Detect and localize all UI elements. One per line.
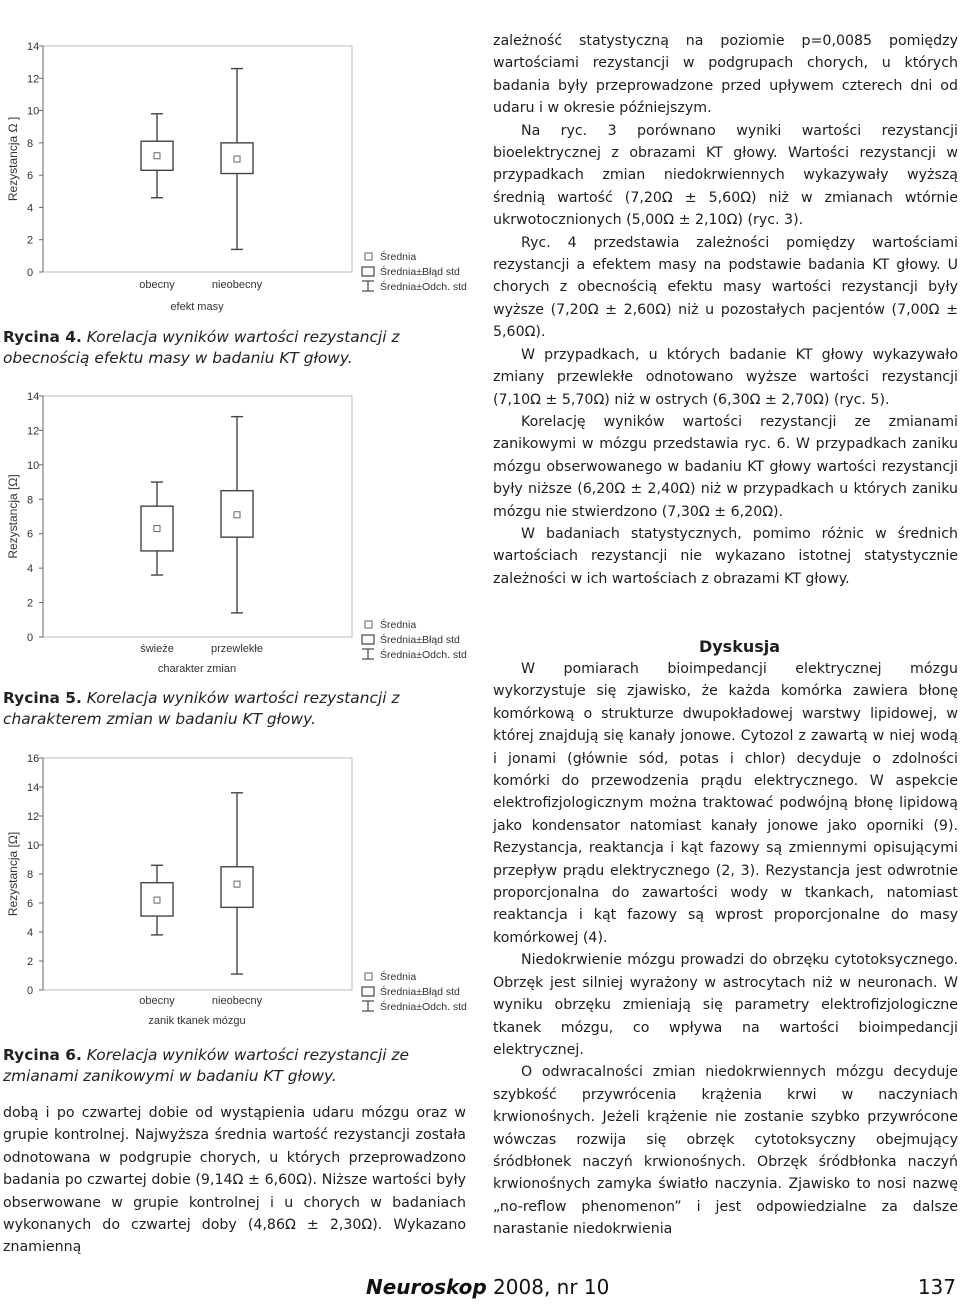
y-tick-label: 8 <box>27 869 34 881</box>
y-tick-label: 4 <box>27 202 34 215</box>
y-tick-label: 14 <box>27 41 40 53</box>
discussion-paragraph-2: Niedokrwienie mózgu prowadzi do obrzęku cytotoksycznego. Obrzęk jest silniej wyrażony w astrocytach niż w neuronach. W wyniku obrzęku zmieniają się parametry elektrofizjologiczne tkanek mózgu, co wpływa na wartości bioimpedancji elektrycznej. <box>493 952 958 1058</box>
journal-footer <box>366 1274 609 1300</box>
mean-marker <box>154 897 160 903</box>
figure-4 <box>0 30 470 315</box>
left-paragraph: dobą i po czwartej dobie od wystąpienia udaru mózgu oraz w grupie kontrolnej. Najwyższa średnia wartość rezystancji została odnotowana w podgrupie chorych, u których przeprowadzono badania po czwartej dobie (9,14Ω ± 6,60Ω). Niższe wartości były obserwowane w grupie kontrolnej i u chorych w badaniach wykonanych do czwartej doby (4,86Ω ± 2,30Ω). Wykazano znamienną <box>3 1105 466 1256</box>
right-column-results <box>493 30 958 590</box>
mean-marker <box>234 156 240 162</box>
y-tick-label: 10 <box>27 459 40 472</box>
figure-4-caption-text: Korelacja wyników wartości rezystancji z obecnością efektu masy w badaniu KT głowy. <box>3 328 400 367</box>
figure-4-chart <box>0 30 470 315</box>
y-tick-label: 0 <box>27 632 34 644</box>
legend-mean-symbol <box>365 973 372 980</box>
y-tick-label: 8 <box>27 137 34 150</box>
legend-mean-symbol <box>365 253 372 260</box>
y-tick-label: 14 <box>27 391 40 403</box>
x-category-label: obecny <box>139 995 175 1007</box>
figure-5-caption-text: Korelacja wyników wartości rezystancji z charakterem zmian w badaniu KT głowy. <box>3 689 400 728</box>
figure-6-chart <box>0 740 470 1030</box>
x-axis-title: efekt masy <box>170 301 224 313</box>
figure-5-chart <box>0 380 470 680</box>
y-tick-label: 12 <box>27 73 40 86</box>
legend-se-symbol <box>362 987 374 996</box>
legend-mean-label: Średnia <box>380 971 417 983</box>
y-tick-label: 2 <box>27 956 34 968</box>
legend-se-symbol <box>362 635 374 644</box>
y-tick-label: 6 <box>27 528 34 541</box>
results-paragraph-2: Na ryc. 3 porównano wyniki wartości rezystancji bioelektrycznej z obrazami KT głowy. Wartości rezystancji w przypadkach zmian niedokrwiennych wykazywały wyższą średnią wartość (7,20Ω ± 5,60Ω) niż w zmianach wtórnie ukrwotocznionych (5,00Ω ± 2,10Ω) (ryc. 3). <box>493 122 958 229</box>
plot-frame <box>43 46 352 272</box>
figure-5-caption-label: Rycina 5. <box>3 689 82 707</box>
y-tick-label: 0 <box>27 267 34 279</box>
results-paragraph-1: zależność statystyczną na poziomie p=0,0085 pomiędzy wartościami rezystancji w podgrupach chorych, u których badania były przeprowadzone przed upływem czterech dni od udaru i w okresie późniejszym. <box>493 33 958 117</box>
y-tick-label: 6 <box>27 170 34 183</box>
mean-marker <box>234 512 240 518</box>
y-tick-label: 2 <box>27 597 34 610</box>
results-paragraph-4: W przypadkach, u których badanie KT głowy wykazywało zmiany przewlekłe odnotowano wyższe wartości rezystancji (7,10Ω ± 5,70Ω) niż w ostrych (6,30Ω ± 2,70Ω) (ryc. 5). <box>493 346 958 408</box>
x-category-label: obecny <box>139 279 175 291</box>
page-number: 137 <box>917 1275 956 1299</box>
figure-6-caption-text: Korelacja wyników wartości rezystancji ze zmianami zanikowymi w badaniu KT głowy. <box>3 1046 409 1085</box>
results-paragraph-6: W badaniach statystycznych, pomimo różnic w średnich wartościach rezystancji nie wykazano istotnej statystycznie zależności w ich wartościach z obrazami KT głowy. <box>493 525 958 587</box>
discussion-paragraph-1: W pomiarach bioimpedancji elektrycznej mózgu wykorzystuje się zjawisko, że każda komórka zawiera błonę komórkową o strukturze dwupokładowej warstwy lipidowej, w której znajdują się kanały jonowe. Cytozol z zawartą w niej wodą i jonami (głównie sód, potas i chlor) decyduje o zdolności komórki do przewodzenia prądu elektrycznego. W aspekcie elektrofizjologicznym można traktować podwójną błonę lipidową jako kondensator natomiast kanały jonowe jako oporniki (9). Rezystancja, reaktancja i kąt fazowy są zmiennymi opisującymi przepływ prądu elektrycznego (2, 3). Rezystancja jest odwrotnie proporcjonalna do zawartości wody w tkankach, natomiast reaktancja i kąt fazowy są wprost proporcjonalne do masy komórkowej (4). <box>493 661 958 946</box>
mean-marker <box>234 881 240 887</box>
mean-marker <box>154 526 160 532</box>
y-axis-title: Rezystancja [Ω] <box>6 474 20 559</box>
left-column-text <box>3 1102 466 1259</box>
y-tick-label: 0 <box>27 985 34 997</box>
plot-frame <box>43 758 352 990</box>
y-tick-label: 14 <box>27 782 40 794</box>
legend-mean-symbol <box>365 621 372 628</box>
figure-6-caption <box>3 1045 469 1087</box>
figure-6-caption-label: Rycina 6. <box>3 1046 82 1064</box>
plot-frame <box>43 396 352 637</box>
y-tick-label: 4 <box>27 563 34 576</box>
x-axis-title: zanik tkanek mózgu <box>148 1015 246 1027</box>
figure-5-caption <box>3 688 469 730</box>
journal-issue: 2008, nr 10 <box>486 1275 610 1299</box>
y-tick-label: 10 <box>27 840 40 852</box>
legend-sd-label: Średnia±Odch. std <box>380 649 467 661</box>
x-axis-title: charakter zmian <box>157 663 237 675</box>
y-axis-title: Rezystancja [Ω] <box>6 831 20 917</box>
legend-se-label: Średnia±Błąd std <box>380 634 460 646</box>
legend-mean-label: Średnia <box>380 251 417 263</box>
x-category-label: świeże <box>140 643 174 655</box>
discussion-paragraph-3: O odwracalności zmian niedokrwiennych mózgu decyduje szybkość przywrócenia krążenia krwi w naczyniach krwionośnych. Jeżeli krążenie nie zostanie szybko przywrócone wówczas rozwija się obrzęk cytotoksyczny obejmujący śródbłonek naczyń krwionośnych. Obrzęk śródbłonka naczyń krwionośnych zamyka światło naczynia. Zjawisko to nosi nazwę „no-reflow phenomenon” i jest odpowiedzialne za dalsze narastanie niedokrwienia <box>493 1064 958 1238</box>
legend-sd-label: Średnia±Odch. std <box>380 281 467 293</box>
legend-mean-label: Średnia <box>380 619 417 631</box>
figure-4-caption-label: Rycina 4. <box>3 328 82 346</box>
y-tick-label: 8 <box>27 494 34 507</box>
y-tick-label: 12 <box>27 811 40 823</box>
figure-6 <box>0 740 470 1030</box>
legend-se-label: Średnia±Błąd std <box>380 986 460 998</box>
results-paragraph-5: Korelację wyników wartości rezystancji ze zmianami zanikowymi w mózgu przedstawia ryc. 6. W przypadkach zaniku mózgu obserwowanego w badaniu KT głowy wartości rezystancji były niższe (6,20Ω ± 2,40Ω) niż w przypadkach u których zaniku mózgu nie stwierdzono (7,30Ω ± 6,20Ω). <box>493 413 958 520</box>
y-tick-label: 6 <box>27 898 34 910</box>
y-axis-title: Rezystancja Ω ] <box>6 116 20 202</box>
legend-se-symbol <box>362 267 374 276</box>
x-category-label: nieobecny <box>211 995 263 1007</box>
mean-marker <box>154 153 160 159</box>
journal-name: Neuroskop <box>366 1275 487 1299</box>
right-column-discussion <box>493 636 958 1241</box>
y-tick-label: 4 <box>27 927 34 939</box>
figure-5 <box>0 380 470 680</box>
legend-sd-label: Średnia±Odch. std <box>380 1001 467 1013</box>
discussion-heading: Dyskusja <box>698 637 781 656</box>
x-category-label: przewlekłe <box>211 643 263 655</box>
y-tick-label: 2 <box>27 234 34 247</box>
y-tick-label: 10 <box>27 105 40 118</box>
figure-4-caption <box>3 327 469 369</box>
y-tick-label: 16 <box>27 753 40 765</box>
y-tick-label: 12 <box>27 425 40 438</box>
results-paragraph-3: Ryc. 4 przedstawia zależności pomiędzy wartościami rezystancji a efektem masy na podstawie badania KT głowy. U chorych z obecnością efektu masy wartości rezystancji były wyższe (7,20Ω ± 2,60Ω) niż u pozostałych pacjentów (7,00Ω ± 5,60Ω). <box>493 234 958 341</box>
x-category-label: nieobecny <box>211 279 263 291</box>
legend-se-label: Średnia±Błąd std <box>380 266 460 278</box>
